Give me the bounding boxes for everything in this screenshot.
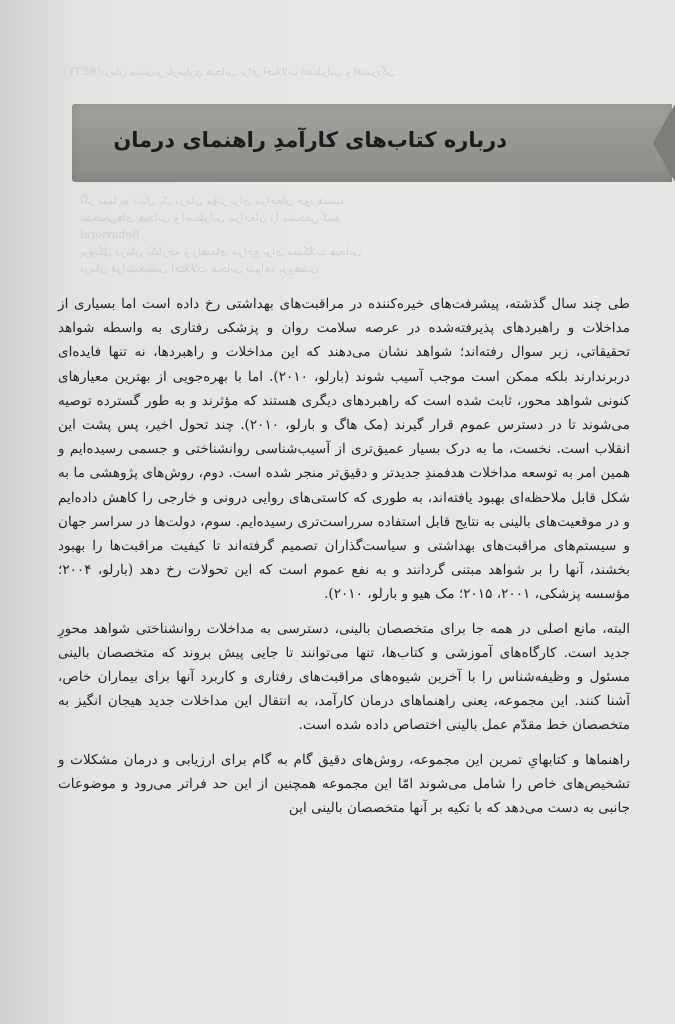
bleed-through-header: (RET)درمانِ مبتنی‌بر بازسازیِ هیجانی برای اختلالات اضطرابی و افسردگی [70,66,396,78]
bleed-through-line: تشخیص‌های هیجانی و اضطرابی مراجعان را مشخص کنید [80,211,340,224]
bleed-through-line: اگر شما به دنبال یک درمان مؤثر برای مراجعان خود هستید [80,194,346,207]
bleed-through-line: Behavioral [80,228,140,241]
paragraph: طی چند سال گذشته، پیشرفت‌های خیره‌کننده در مراقبت‌های بهداشتی رخ داده است اما بسیاری از مداخلات و راهبردهای پذیرفته‌شده در عرصه سلامت روان و پزشکی رفتاری به واسطه شواهد تحقیقاتی، زیر سوال رفته‌اند؛ شواهد نشان می‌دهند که این مداخلات و راهبردها، نه تنها فایده‌ای دربرندارند بلکه ممکن است موجب آسیب شوند (بارلو، ۲۰۱۰). اما با بهره‌جویی از بهترین معیارهای کنونی شواهد محور، ثابت شده است که راهبردهای دیگری هستند که مؤثرند و به طور گسترده توصیه می‌شوند تا در دسترس عموم قرار گیرند (مک هاگ و بارلو، ۲۰۱۰). چند تحول اخیر، پس پشت این انقلاب است. نخست، ما به درک بسیار عمیق‌تری از آسیب‌شناسی روانشناختی و جسمی رسیده‌ایم و همین امر به توسعه مداخلات هدفمندِ جدیدتر و دقیق‌تر منجر شده است. دوم، روش‌های پژوهشی ما به شکل قابل ملاحظه‌ای بهبود یافته‌اند، به طوری که کاستی‌های روایی درونی و خارجی را کاهش داده‌ایم و در موقعیت‌های بالینی به نتایج قابل استفاده سرراست‌تری رسیده‌ایم. سوم، دولت‌ها در سراسر جهان و سیستم‌های مراقبت‌های بهداشتی و سیاست‌گذاران تصمیم گرفته‌اند تا کیفیت مراقبت‌ها را بهبود بخشند، آنها را بر شواهد مبتنی گردانند و به نفع عموم است که این تحولات رخ دهد (بارلو، ۲۰۰۴؛ مؤسسه پزشکی، ۲۰۰۱، ۲۰۱۵؛ مک هیو و بارلو، ۲۰۱۰). [58,296,630,603]
paragraph: البته، مانع اصلی در همه جا برای متخصصان بالینی، دسترسی به مداخلات روانشناختی شواهد محورِ جدید است. کارگاه‌های آموزشی و کتاب‌ها، تنها می‌توانند تا جایی پیش بروند که متخصصان بالینی مسئول و وظیفه‌شناس را با آخرین شیوه‌های مراقبت‌های رفتاری و کاربرد آنها برای بیماران خاص، آشنا کنند. این مجموعه، یعنی راهنماهای درمان کارآمد، به انتقال این مداخلات جدید هیجان انگیز به متخصصان خط مقدّم عمل بالینی اختصاص داده شده است. [58,620,630,734]
paragraph: راهنماها و کتابهایِ تمرین این مجموعه، روش‌های دقیق گام به گام برای ارزیابی و درمان مشکلات و تشخیص‌های خاص را شامل می‌شوند امّا این مجموعه همچنین از این حد فراتر می‌رود و موضوعات جانبی به دست می‌دهد که با تکیه بر آنها متخصصان بالینی این [58,751,630,817]
bleed-through-line: درمان فراتشخیصی اختلالات هیجانی شواهد پژوهشی [80,262,319,275]
bleed-through-line: پروتکل درمان یکپارچه و راهنمای مراجع برای مشکلات هیجانی [80,245,362,258]
body-text [58,292,630,820]
bleed-through-text [80,192,361,277]
paragraph-gap [58,607,630,617]
paragraph-gap [58,738,630,748]
section-title: درباره کتاب‌های کارآمدِ راهنمای درمان [113,128,507,152]
title-chevron-icon [653,104,675,182]
